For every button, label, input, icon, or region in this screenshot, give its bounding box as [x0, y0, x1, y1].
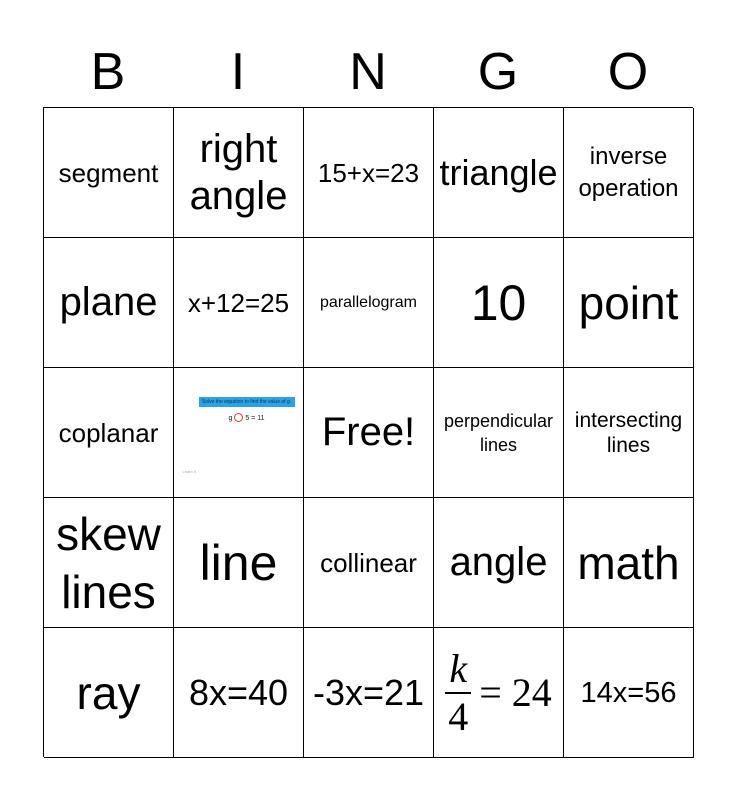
- cell-text: math: [577, 536, 680, 589]
- bingo-cell[interactable]: [434, 498, 564, 628]
- bingo-cell[interactable]: [304, 498, 434, 628]
- cell-text: parallelogram: [320, 293, 417, 311]
- header-letter-g: G: [477, 43, 519, 101]
- cell-text: -3x=21: [312, 671, 425, 713]
- image-equation: [199, 413, 295, 425]
- bingo-cell[interactable]: [564, 238, 694, 368]
- cell-text: angle: [449, 540, 548, 584]
- bingo-cell[interactable]: [44, 368, 174, 498]
- cell-text: perpendicular lines: [443, 410, 554, 455]
- image-equation-left: g: [228, 414, 233, 422]
- image-title-text: Solve the equation to find the value of g.: [201, 398, 292, 405]
- fraction-numerator: k: [449, 645, 468, 691]
- cell-text: skew lines: [56, 507, 161, 618]
- bingo-cell[interactable]: [304, 108, 434, 238]
- cell-text: Free!: [321, 410, 416, 454]
- cell-text: 15+x=23: [317, 157, 420, 188]
- bingo-cell[interactable]: [434, 108, 564, 238]
- equation-screenshot-image: [179, 373, 299, 493]
- cell-text: intersecting lines: [574, 408, 683, 457]
- fraction-denominator: 4: [448, 693, 469, 739]
- bingo-cell[interactable]: [434, 238, 564, 368]
- bingo-cell[interactable]: [174, 108, 304, 238]
- cell-text: point: [578, 276, 679, 329]
- bingo-cell[interactable]: [44, 628, 174, 758]
- header-letter-n: N: [349, 43, 387, 101]
- header-letter-o: O: [607, 43, 649, 101]
- bingo-cell[interactable]: [564, 108, 694, 238]
- cell-text: segment: [58, 157, 159, 188]
- bingo-cell[interactable]: [174, 238, 304, 368]
- cell-text: 8x=40: [188, 671, 289, 713]
- header-letter-b: B: [90, 43, 126, 101]
- bingo-header: [43, 40, 693, 104]
- cell-text: line: [199, 534, 278, 591]
- cell-text: collinear: [320, 547, 417, 578]
- unknown-operator-circle-icon: [234, 413, 243, 422]
- bingo-cell-free[interactable]: [304, 368, 434, 498]
- bingo-cell[interactable]: [304, 238, 434, 368]
- image-equation-right: 5 = 11: [245, 414, 265, 422]
- bingo-cell[interactable]: [564, 498, 694, 628]
- bingo-cell[interactable]: [564, 368, 694, 498]
- header-letter-i: I: [230, 43, 246, 101]
- bingo-card-grid: [43, 107, 693, 757]
- cell-text: plane: [59, 280, 158, 324]
- bingo-cell[interactable]: [304, 628, 434, 758]
- cell-text: 10: [470, 274, 527, 331]
- bingo-cell[interactable]: [174, 498, 304, 628]
- fraction-rhs: = 24: [479, 669, 552, 715]
- bingo-cell[interactable]: [44, 238, 174, 368]
- cell-text: x+12=25: [187, 287, 290, 318]
- cell-text: 14x=56: [580, 676, 677, 709]
- bingo-cell[interactable]: [434, 368, 564, 498]
- bingo-cell[interactable]: [174, 628, 304, 758]
- bingo-cell[interactable]: [564, 628, 694, 758]
- fraction-equation: [445, 645, 552, 739]
- cell-text: right angle: [189, 126, 288, 218]
- bingo-cell[interactable]: [44, 108, 174, 238]
- cell-text: coplanar: [58, 417, 159, 448]
- cell-text: ray: [76, 666, 141, 719]
- bingo-cell-image[interactable]: [174, 368, 304, 498]
- cell-text: inverse operation: [578, 142, 679, 202]
- cell-text: triangle: [439, 151, 558, 193]
- image-footer-logo: Learn it: [182, 468, 196, 474]
- fraction: [445, 645, 471, 739]
- bingo-cell[interactable]: [44, 498, 174, 628]
- bingo-cell-fraction[interactable]: [434, 628, 564, 758]
